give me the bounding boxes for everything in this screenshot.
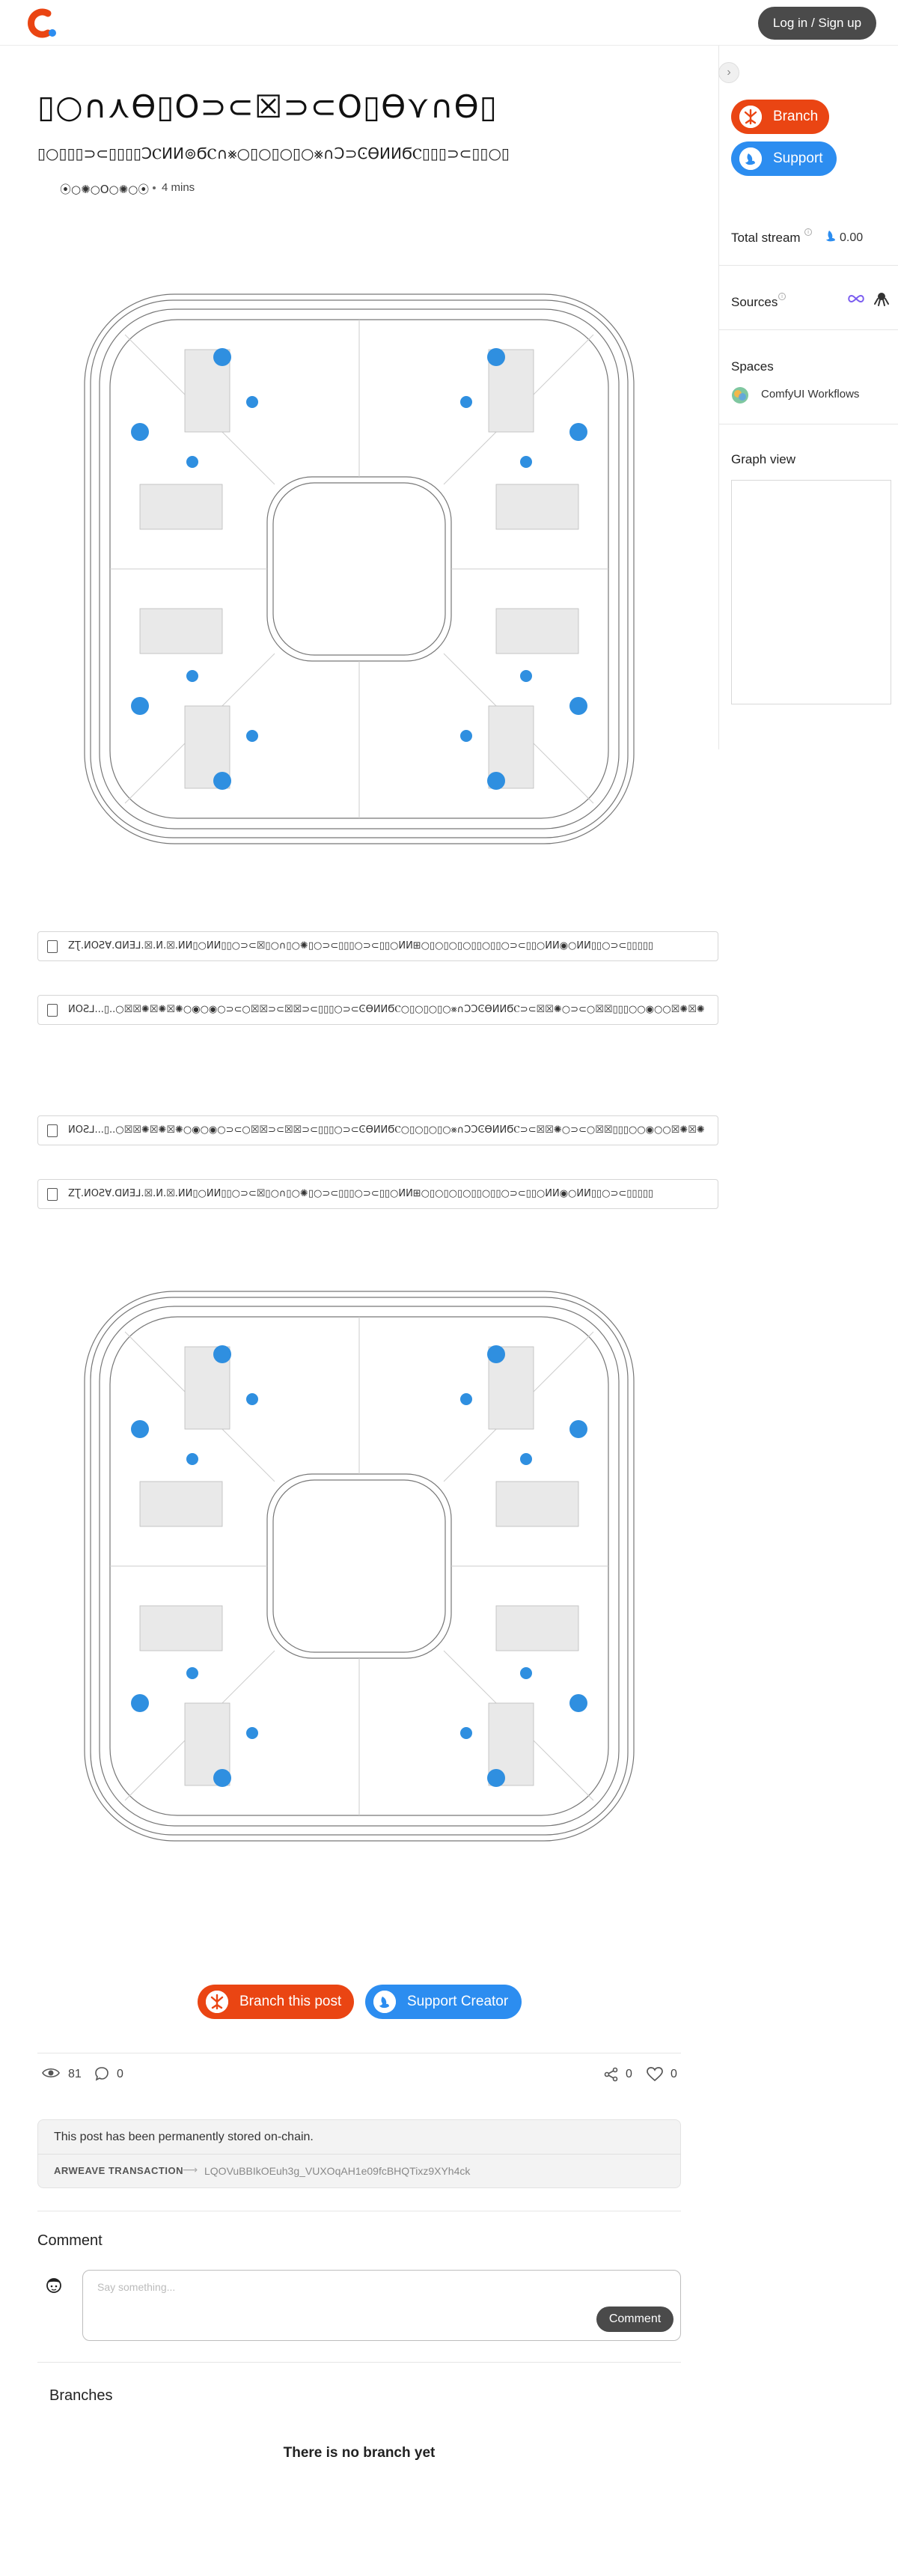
file-icon	[47, 1124, 58, 1137]
comment-placeholder: Say something...	[97, 2281, 176, 2293]
sidebar-support-button[interactable]	[731, 141, 837, 176]
page-title: ▯○∩⋏ϴ▯Ο⊃⊂☒⊃⊂Ο▯ϴ⋎∩ϴ▯	[37, 88, 498, 125]
logo-icon[interactable]	[24, 6, 58, 40]
space-link-comfyui-workflows[interactable]: ComfyUI Workflows	[761, 388, 860, 401]
infinity-icon[interactable]	[846, 293, 866, 304]
file-icon	[47, 1188, 58, 1201]
file-name: ИOƧ⅃...▯..○☒☒✺☒✺☒✺○◉○◉○⊃⊂○☒☒⊃⊂☒☒⊃⊂▯▯▯○⊃⊂ϾϴИИϬⲤ○▯○▯○▯○⨳∩ƆƆϾϴИИϬⲤ⊃⊂☒☒✺○⊃⊂○☒☒▯▯▯○○◉○○☒✺☒✺	[68, 1124, 705, 1136]
branches-heading: Branches	[49, 2387, 113, 2404]
user-avatar	[43, 2274, 64, 2295]
file-attachment-line[interactable]	[37, 931, 718, 961]
file-icon	[47, 1004, 58, 1017]
divider	[37, 2154, 681, 2155]
separator-dot	[153, 186, 156, 189]
eye-icon	[42, 2066, 60, 2080]
support-creator-button[interactable]	[365, 1985, 522, 2019]
branch-this-post-button[interactable]	[198, 1985, 354, 2019]
info-icon[interactable]: i	[804, 228, 812, 236]
file-attachment-line[interactable]	[37, 995, 718, 1025]
branch-icon	[739, 106, 762, 128]
author-name[interactable]: ⦿○✺○Ο○✺○⦿	[60, 183, 150, 196]
space-avatar[interactable]	[731, 386, 749, 404]
file-name: ZƮ.ИOƧⱯ.ᗡИƎ⅃.☒.И.☒.ИИ▯○ИИ▯▯○⊃⊂☒▯○∩▯○✺▯○⊃⊂▯▯▯○⊃⊂▯▯○ИИ⊞○▯○▯○▯○▯▯○▯▯○⊃⊂▯▯○ИИ◉○ИИ▯▯○⊃⊂▯▯▯▯▯	[68, 940, 654, 951]
sources-label: Sources	[731, 295, 778, 309]
heart-icon[interactable]	[647, 2067, 663, 2082]
workflow-artwork-image	[80, 1287, 638, 1845]
sidebar-support-label: Support	[773, 150, 823, 166]
total-stream-value: 0.00	[840, 231, 864, 244]
arrow-right-icon: ⟶	[183, 2164, 198, 2175]
support-icon	[739, 147, 762, 170]
chevron-right-icon[interactable]: ›	[718, 62, 739, 83]
top-bar	[0, 0, 898, 46]
support-creator-label: Support Creator	[407, 1994, 509, 2009]
page-subtitle: ▯○▯▯▯⊃⊂▯▯▯▯ƆⲤИИ⊚ϬⲤ∩⨳○▯○▯○▯○⨳∩Ɔ⊃ϾϴИИϬⲤ▯▯▯⊃⊂▯▯○▯	[37, 144, 510, 162]
support-icon	[373, 1991, 396, 2013]
sidebar-divider	[719, 329, 898, 330]
like-count: 0	[671, 2068, 677, 2080]
read-time: 4 mins	[162, 181, 195, 194]
divider	[37, 2362, 681, 2363]
view-count: 81	[68, 2068, 82, 2080]
workflow-artwork-image	[80, 290, 638, 848]
info-icon[interactable]: i	[778, 293, 786, 300]
empty-branches-message: There is no branch yet	[283, 2445, 436, 2461]
file-icon	[47, 940, 58, 953]
sidebar-branch-label: Branch	[773, 109, 819, 124]
graph-view-panel[interactable]	[731, 480, 891, 704]
graph-view-label: Graph view	[731, 452, 795, 466]
sidebar-divider	[719, 265, 898, 266]
comment-count: 0	[117, 2068, 123, 2080]
file-attachment-line[interactable]	[37, 1115, 718, 1145]
onchain-message: This post has been permanently stored on-chain.	[54, 2131, 314, 2143]
file-attachment-line[interactable]	[37, 1179, 718, 1209]
comment-icon[interactable]	[94, 2066, 109, 2081]
drop-icon	[825, 229, 837, 243]
file-name: ИOƧ⅃...▯..○☒☒✺☒✺☒✺○◉○◉○⊃⊂○☒☒⊃⊂☒☒⊃⊂▯▯▯○⊃⊂ϾϴИИϬⲤ○▯○▯○▯○⨳∩ƆƆϾϴИИϬⲤ⊃⊂☒☒✺○⊃⊂○☒☒▯▯▯○○◉○○☒✺☒✺	[68, 1004, 705, 1015]
file-name: ZƮ.ИOƧⱯ.ᗡИƎ⅃.☒.И.☒.ИИ▯○ИИ▯▯○⊃⊂☒▯○∩▯○✺▯○⊃⊂▯▯▯○⊃⊂▯▯○ИИ⊞○▯○▯○▯○▯▯○▯▯○⊃⊂▯▯○ИИ◉○ИИ▯▯○⊃⊂▯▯▯▯▯	[68, 1188, 654, 1199]
arweave-transaction-label: ARWEAVE TRANSACTION	[54, 2165, 183, 2176]
branch-this-post-label: Branch this post	[239, 1994, 342, 2009]
share-icon[interactable]	[604, 2067, 619, 2082]
spaces-label: Spaces	[731, 359, 774, 374]
octopus-icon[interactable]	[873, 291, 890, 306]
sidebar-branch-button[interactable]	[731, 100, 829, 134]
login-signup-button[interactable]: Log in / Sign up	[758, 7, 876, 40]
share-count: 0	[626, 2068, 632, 2080]
submit-comment-button[interactable]: Comment	[596, 2306, 674, 2332]
total-stream-label: Total stream	[731, 231, 801, 245]
comment-heading: Comment	[37, 2232, 103, 2249]
arweave-transaction-link[interactable]: LQOVuBBIkOEuh3g_VUXOqAH1e09fcBHQTixz9XYh4ck	[204, 2165, 471, 2177]
branch-icon	[206, 1991, 228, 2013]
